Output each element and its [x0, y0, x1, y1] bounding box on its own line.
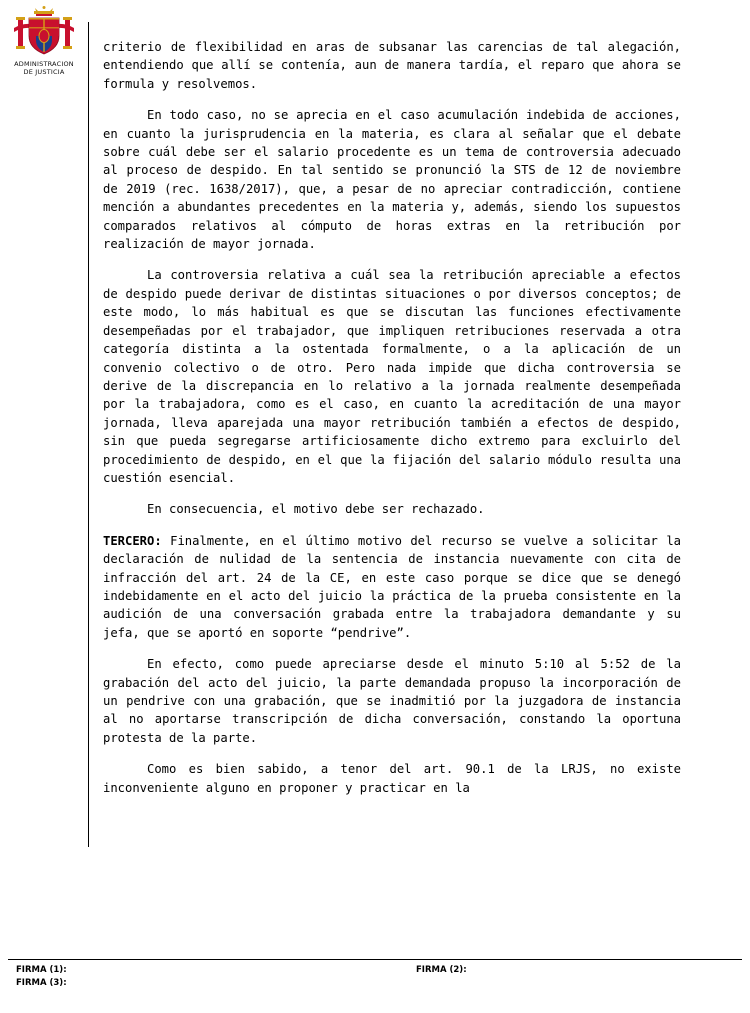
paragraph: criterio de flexibilidad en aras de subsanar las carencias de tal alegación, entendiendo que allí se contenía, aun de manera tardía, el reparo que ahora se formula y resolvemos.: [103, 40, 681, 91]
paragraph: En todo caso, no se aprecia en el caso acumulación indebida de acciones, en cuanto la jurisprudencia en la materia, es clara al señalar que el debate sobre cuál debe ser el salario procedente es un tema de controversia adecuado al proceso de despido. En tal sentido se pronunció la STS de 12 de noviembre de 2019 (rec. 1638/2017), que, a pesar de no apreciar contradicción, contiene mención a abundantes precedentes en la materia y, además, siendo los supuestos comparados relativos al cómputo de horas extras en la retribución por realización de mayor jornada.: [103, 108, 681, 252]
signature-label-2: FIRMA (2):: [416, 965, 467, 975]
paragraph-lead-label: TERCERO:: [103, 533, 162, 548]
emblem-caption: [0, 60, 88, 76]
paragraph-text: Finalmente, en el último motivo del recurso se vuelve a solicitar la declaración de nulidad de la sentencia de instancia nuevamente con cita de infracción del art. 24 de la CE, en este caso porque se dice que se denegó indebidamente en el acto del juicio la práctica de la prueba consistente en la audición de una conversación grabada entre la trabajadora demandante y su jefa, que se aportó en soporte “pendrive”.: [103, 533, 681, 640]
emblem-caption-line-2: DE JUSTICIA: [23, 68, 65, 76]
emblem-caption-line-1: ADMINISTRACION: [14, 60, 74, 68]
signature-label-3: FIRMA (3):: [16, 978, 67, 988]
emblem-block: [0, 0, 88, 76]
margin-divider: [88, 22, 89, 847]
signature-footer: [8, 965, 742, 1009]
footer-divider: [8, 959, 742, 960]
paragraph: La controversia relativa a cuál sea la retribución apreciable a efectos de despido puede derivar de distintas situaciones o por diversos conceptos; de este modo, lo más habitual es que se discutan las funciones efectivamente desempeñadas por el trabajador, que impliquen retribuciones reservada a otra categoría distinta a la ostentada formalmente, o a la aplicación de un convenio colectivo o de otro. Pero nada impide que dicha controversia se derive de la discrepancia en lo relativo a la jornada realmente desempeñada por la trabajadora, como es el caso, en cuanto la acreditación de una mayor jornada, lleva aparejada una mayor retribución también a efectos de despido, sin que pueda segregarse artificiosamente dicho extremo para excluirlo del procedimiento de despido, en el que la fijación del salario módulo resulta una cuestión esencial.: [103, 268, 681, 485]
paragraph: En efecto, como puede apreciarse desde el minuto 5:10 al 5:52 de la grabación del acto del juicio, la parte demandada propuso la incorporación de un pendrive con una grabación, que se inadmitió por la juzgadora de instancia al no aportarse transcripción de dicha conversación, constando la oportuna protesta de la parte.: [103, 657, 681, 745]
document-text-column: [103, 38, 681, 810]
paragraph-tercero: [103, 532, 681, 642]
paragraph: Como es bien sabido, a tenor del art. 90.1 de la LRJS, no existe inconveniente alguno en proponer y practicar en la: [103, 762, 681, 795]
spanish-coat-of-arms-icon: [8, 6, 80, 58]
paragraph: En consecuencia, el motivo debe ser rechazado.: [147, 502, 485, 517]
signature-label-1: FIRMA (1):: [16, 965, 67, 975]
